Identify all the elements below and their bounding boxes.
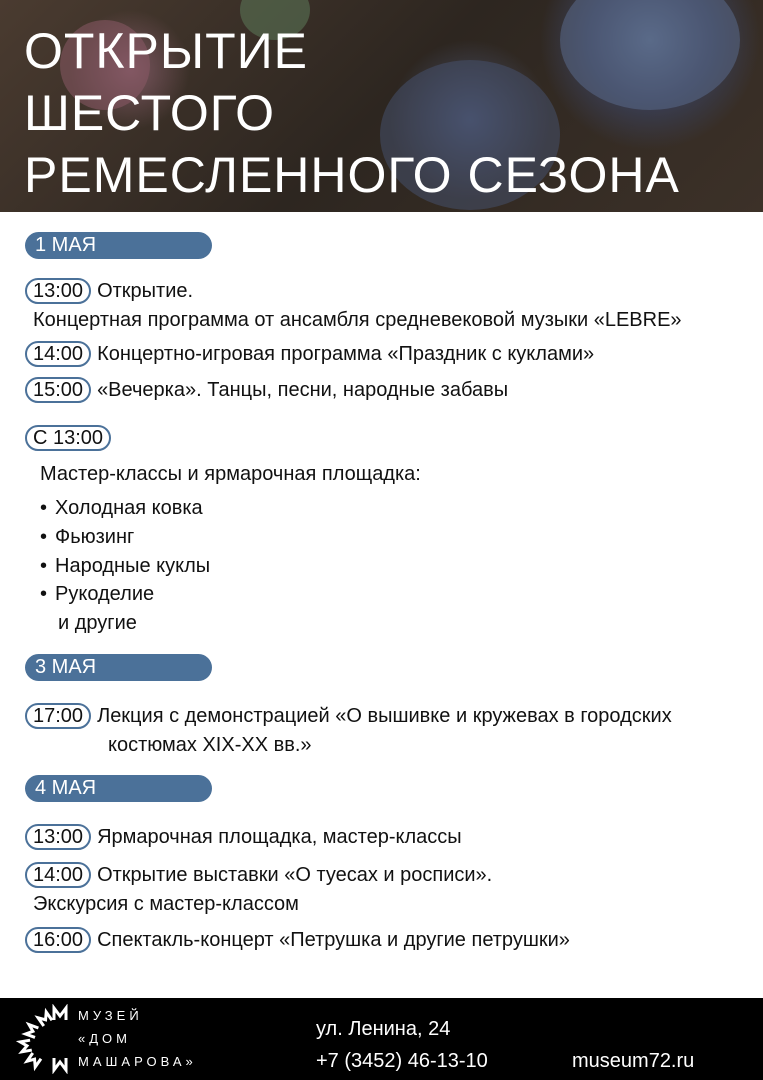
event-row [25,376,508,404]
phone: +7 (3452) 46-13-10 [316,1050,488,1072]
list-item: • Рукоделие [40,580,154,608]
time-badge: 17:00 [25,703,91,729]
day-label-may1: 1 МАЯ [25,232,212,259]
event-text: Спектакль-концерт «Петрушка и другие петрушки» [97,929,570,951]
event-text: костюмах XIX-XX вв.» [108,734,312,756]
time-badge: 16:00 [25,927,91,953]
museum-name-line: МАШАРОВА» [78,1054,197,1069]
event-text: Ярмарочная площадка, мастер-классы [97,826,462,848]
list-item: • Фьюзинг [40,523,134,551]
event-text: Лекция с демонстрацией «О вышивке и кружевах в городских [97,705,672,727]
day-label-may3: 3 МАЯ [25,654,212,681]
list-item-others: и другие [58,612,137,634]
title-line: ШЕСТОГО [24,85,275,141]
event-row [25,861,492,889]
event-text: «Вечерка». Танцы, песни, народные забавы [97,379,509,401]
time-badge: С 13:00 [25,425,111,451]
event-row [25,823,462,851]
day-label-may4: 4 МАЯ [25,775,212,802]
museum-name-line: МУЗЕЙ [78,1008,143,1023]
workshops-title: Мастер-классы и ярмарочная площадка: [40,463,421,485]
event-row [25,424,117,452]
title-line: РЕМЕСЛЕННОГО СЕЗОНА [24,147,680,203]
page-title [24,20,680,206]
time-badge: 13:00 [25,278,91,304]
time-badge: 14:00 [25,341,91,367]
event-text: Открытие. [97,280,194,302]
title-line: ОТКРЫТИЕ [24,23,309,79]
event-row [25,277,193,305]
time-badge: 13:00 [25,824,91,850]
event-text: Концертная программа от ансамбля средневековой музыки «LEBRE» [33,309,682,331]
address: ул. Ленина, 24 [316,1018,451,1040]
event-row [25,926,570,954]
museum-name-line: «ДОМ [78,1031,131,1046]
event-row [25,702,672,730]
time-badge: 15:00 [25,377,91,403]
website-link[interactable]: museum72.ru [572,1050,695,1072]
museum-name [78,1004,197,1073]
event-row [25,340,594,368]
list-item: • Народные куклы [40,552,210,580]
time-badge: 14:00 [25,862,91,888]
footer [0,998,763,1080]
museum-logo-icon [14,1004,70,1074]
list-item: • Холодная ковка [40,494,203,522]
event-text: Концертно-игровая программа «Праздник с куклами» [97,343,595,365]
event-text: Экскурсия с мастер-классом [33,893,299,915]
header-banner [0,0,763,212]
event-text: Открытие выставки «О туесах и росписи». [97,864,493,886]
